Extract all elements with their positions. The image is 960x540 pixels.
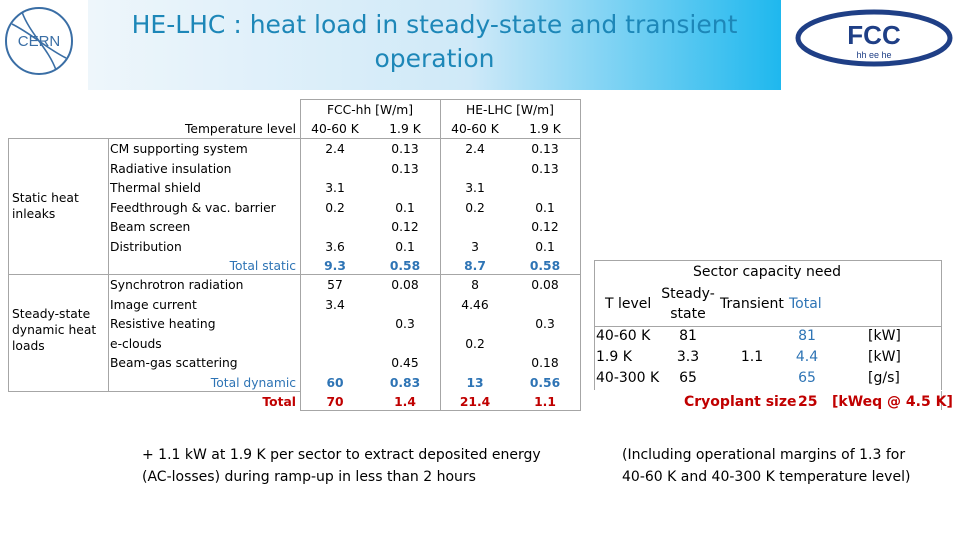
table-cell: 0.2 bbox=[325, 200, 345, 215]
table-cell: 0.1 bbox=[395, 239, 415, 254]
temp-col-4: 1.9 K bbox=[529, 122, 561, 136]
table-cell: 0.13 bbox=[531, 142, 559, 156]
table-border bbox=[941, 260, 942, 410]
total-dynamic-cell: 60 bbox=[326, 375, 344, 390]
table-cell: 0.13 bbox=[391, 161, 419, 176]
table-cell: 2.4 bbox=[465, 142, 485, 156]
table-cell: 0.08 bbox=[531, 278, 559, 292]
row-label: Resistive heating bbox=[110, 317, 216, 331]
dynamic-group-label: Steady-state dynamic heat loads bbox=[12, 307, 97, 353]
sector-steady: 3.3 bbox=[676, 349, 700, 365]
sector-t-level: 40-60 K bbox=[596, 328, 651, 344]
temp-col-1: 40-60 K bbox=[311, 122, 359, 136]
sector-t-level: 40-300 K bbox=[596, 370, 660, 386]
temp-col-3: 40-60 K bbox=[451, 122, 499, 136]
table-cell: 57 bbox=[327, 278, 343, 292]
header-fcc-hh: FCC-hh [W/m] bbox=[326, 103, 414, 117]
note-margins: (Including operational margins of 1.3 for 40-60 K and 40-300 K temperature level) bbox=[622, 447, 911, 485]
table-cell: 0.1 bbox=[535, 239, 555, 254]
row-label: Beam screen bbox=[110, 220, 191, 234]
header-he-lhc: HE-LHC [W/m] bbox=[466, 103, 554, 117]
fcc-logo-text: FCC bbox=[847, 20, 901, 50]
row-label: Radiative insulation bbox=[110, 161, 232, 176]
temp-col-2: 1.9 K bbox=[389, 122, 421, 136]
sector-steady: 65 bbox=[679, 370, 697, 386]
cryoplant-unit: [kWeq @ 4.5 K] bbox=[832, 394, 953, 410]
row-label: Image current bbox=[110, 297, 197, 312]
table-cell: 0.1 bbox=[395, 200, 415, 215]
total-static-cell: 0.58 bbox=[529, 259, 561, 273]
col-total: Total bbox=[789, 296, 822, 312]
total-cell: 1.1 bbox=[534, 395, 556, 409]
sector-transient: 1.1 bbox=[740, 349, 764, 365]
cryoplant-label: Cryoplant size bbox=[684, 394, 797, 410]
table-border bbox=[594, 260, 595, 390]
note-ac-losses: + 1.1 kW at 1.9 K per sector to extract deposited energy (AC-losses) during ramp-up in less than 2 hours bbox=[142, 447, 541, 485]
table-cell: 3.4 bbox=[325, 297, 345, 312]
total-static-cell: 8.7 bbox=[464, 259, 486, 273]
sector-t-level: 1.9 K bbox=[596, 349, 632, 365]
table-cell: 4.46 bbox=[461, 297, 489, 312]
col-steady-state: Steady-state bbox=[661, 286, 715, 322]
row-label: Thermal shield bbox=[110, 181, 201, 195]
table-cell: 0.1 bbox=[535, 200, 555, 215]
cern-logo-text: CERN bbox=[17, 33, 61, 50]
row-label: CM supporting system bbox=[110, 142, 248, 156]
total-static-cell: 0.58 bbox=[389, 259, 421, 273]
table-cell: 0.3 bbox=[535, 317, 555, 331]
table-border bbox=[594, 260, 942, 261]
table-cell: 0.2 bbox=[465, 336, 485, 351]
table-cell: 0.45 bbox=[391, 356, 419, 370]
table-cell: 0.18 bbox=[531, 356, 559, 370]
total-dynamic-cell: 0.56 bbox=[529, 375, 561, 390]
table-cell: 3 bbox=[471, 239, 479, 254]
col-transient: Transient bbox=[720, 296, 784, 312]
fcc-logo-subtext: hh ee he bbox=[856, 50, 892, 60]
sector-total: 65 bbox=[798, 370, 816, 386]
row-label: Beam-gas scattering bbox=[110, 356, 238, 370]
row-label: Distribution bbox=[110, 239, 182, 254]
total-cell: 1.4 bbox=[394, 395, 416, 409]
table-cell: 3.1 bbox=[325, 181, 345, 195]
table-cell: 3.1 bbox=[465, 181, 485, 195]
sector-unit: [kW] bbox=[868, 349, 901, 365]
cryoplant-value: 25 bbox=[798, 394, 818, 410]
table-cell: 0.13 bbox=[531, 161, 559, 176]
total-dynamic-cell: 13 bbox=[466, 375, 484, 390]
sector-steady: 81 bbox=[679, 328, 697, 344]
total-dynamic-cell: 0.83 bbox=[389, 375, 421, 390]
table-cell: 2.4 bbox=[325, 142, 345, 156]
sector-unit: [g/s] bbox=[868, 370, 900, 386]
total-cell: 70 bbox=[326, 395, 344, 409]
sector-total: 81 bbox=[798, 328, 816, 344]
table-border bbox=[594, 390, 942, 391]
total-static-cell: 9.3 bbox=[324, 259, 346, 273]
row-label: Feedthrough & vac. barrier bbox=[110, 200, 276, 215]
sector-total: 4.4 bbox=[795, 349, 819, 365]
table-cell: 0.08 bbox=[391, 278, 419, 292]
table-cell: 3.6 bbox=[325, 239, 345, 254]
col-t-level: T level bbox=[605, 296, 652, 312]
sector-header: Sector capacity need bbox=[693, 264, 841, 280]
sector-unit: [kW] bbox=[868, 328, 901, 344]
page-title: HE-LHC : heat load in steady-state and transient operation bbox=[131, 10, 738, 73]
total-static-label: Total static bbox=[229, 259, 296, 273]
row-label: e-clouds bbox=[110, 336, 162, 351]
table-cell: 0.2 bbox=[465, 200, 485, 215]
table-cell: 0.13 bbox=[391, 142, 419, 156]
total-label: Total bbox=[262, 395, 296, 409]
total-cell: 21.4 bbox=[459, 395, 491, 409]
row-label: Synchrotron radiation bbox=[110, 278, 244, 292]
table-cell: 0.3 bbox=[395, 317, 415, 331]
table-cell: 0.12 bbox=[531, 220, 559, 234]
total-dynamic-label: Total dynamic bbox=[210, 375, 296, 390]
static-group-label: Static heat inleaks bbox=[12, 191, 79, 221]
table-cell: 8 bbox=[471, 278, 479, 292]
table-cell: 0.12 bbox=[391, 220, 419, 234]
temperature-level-label: Temperature level bbox=[184, 122, 296, 136]
